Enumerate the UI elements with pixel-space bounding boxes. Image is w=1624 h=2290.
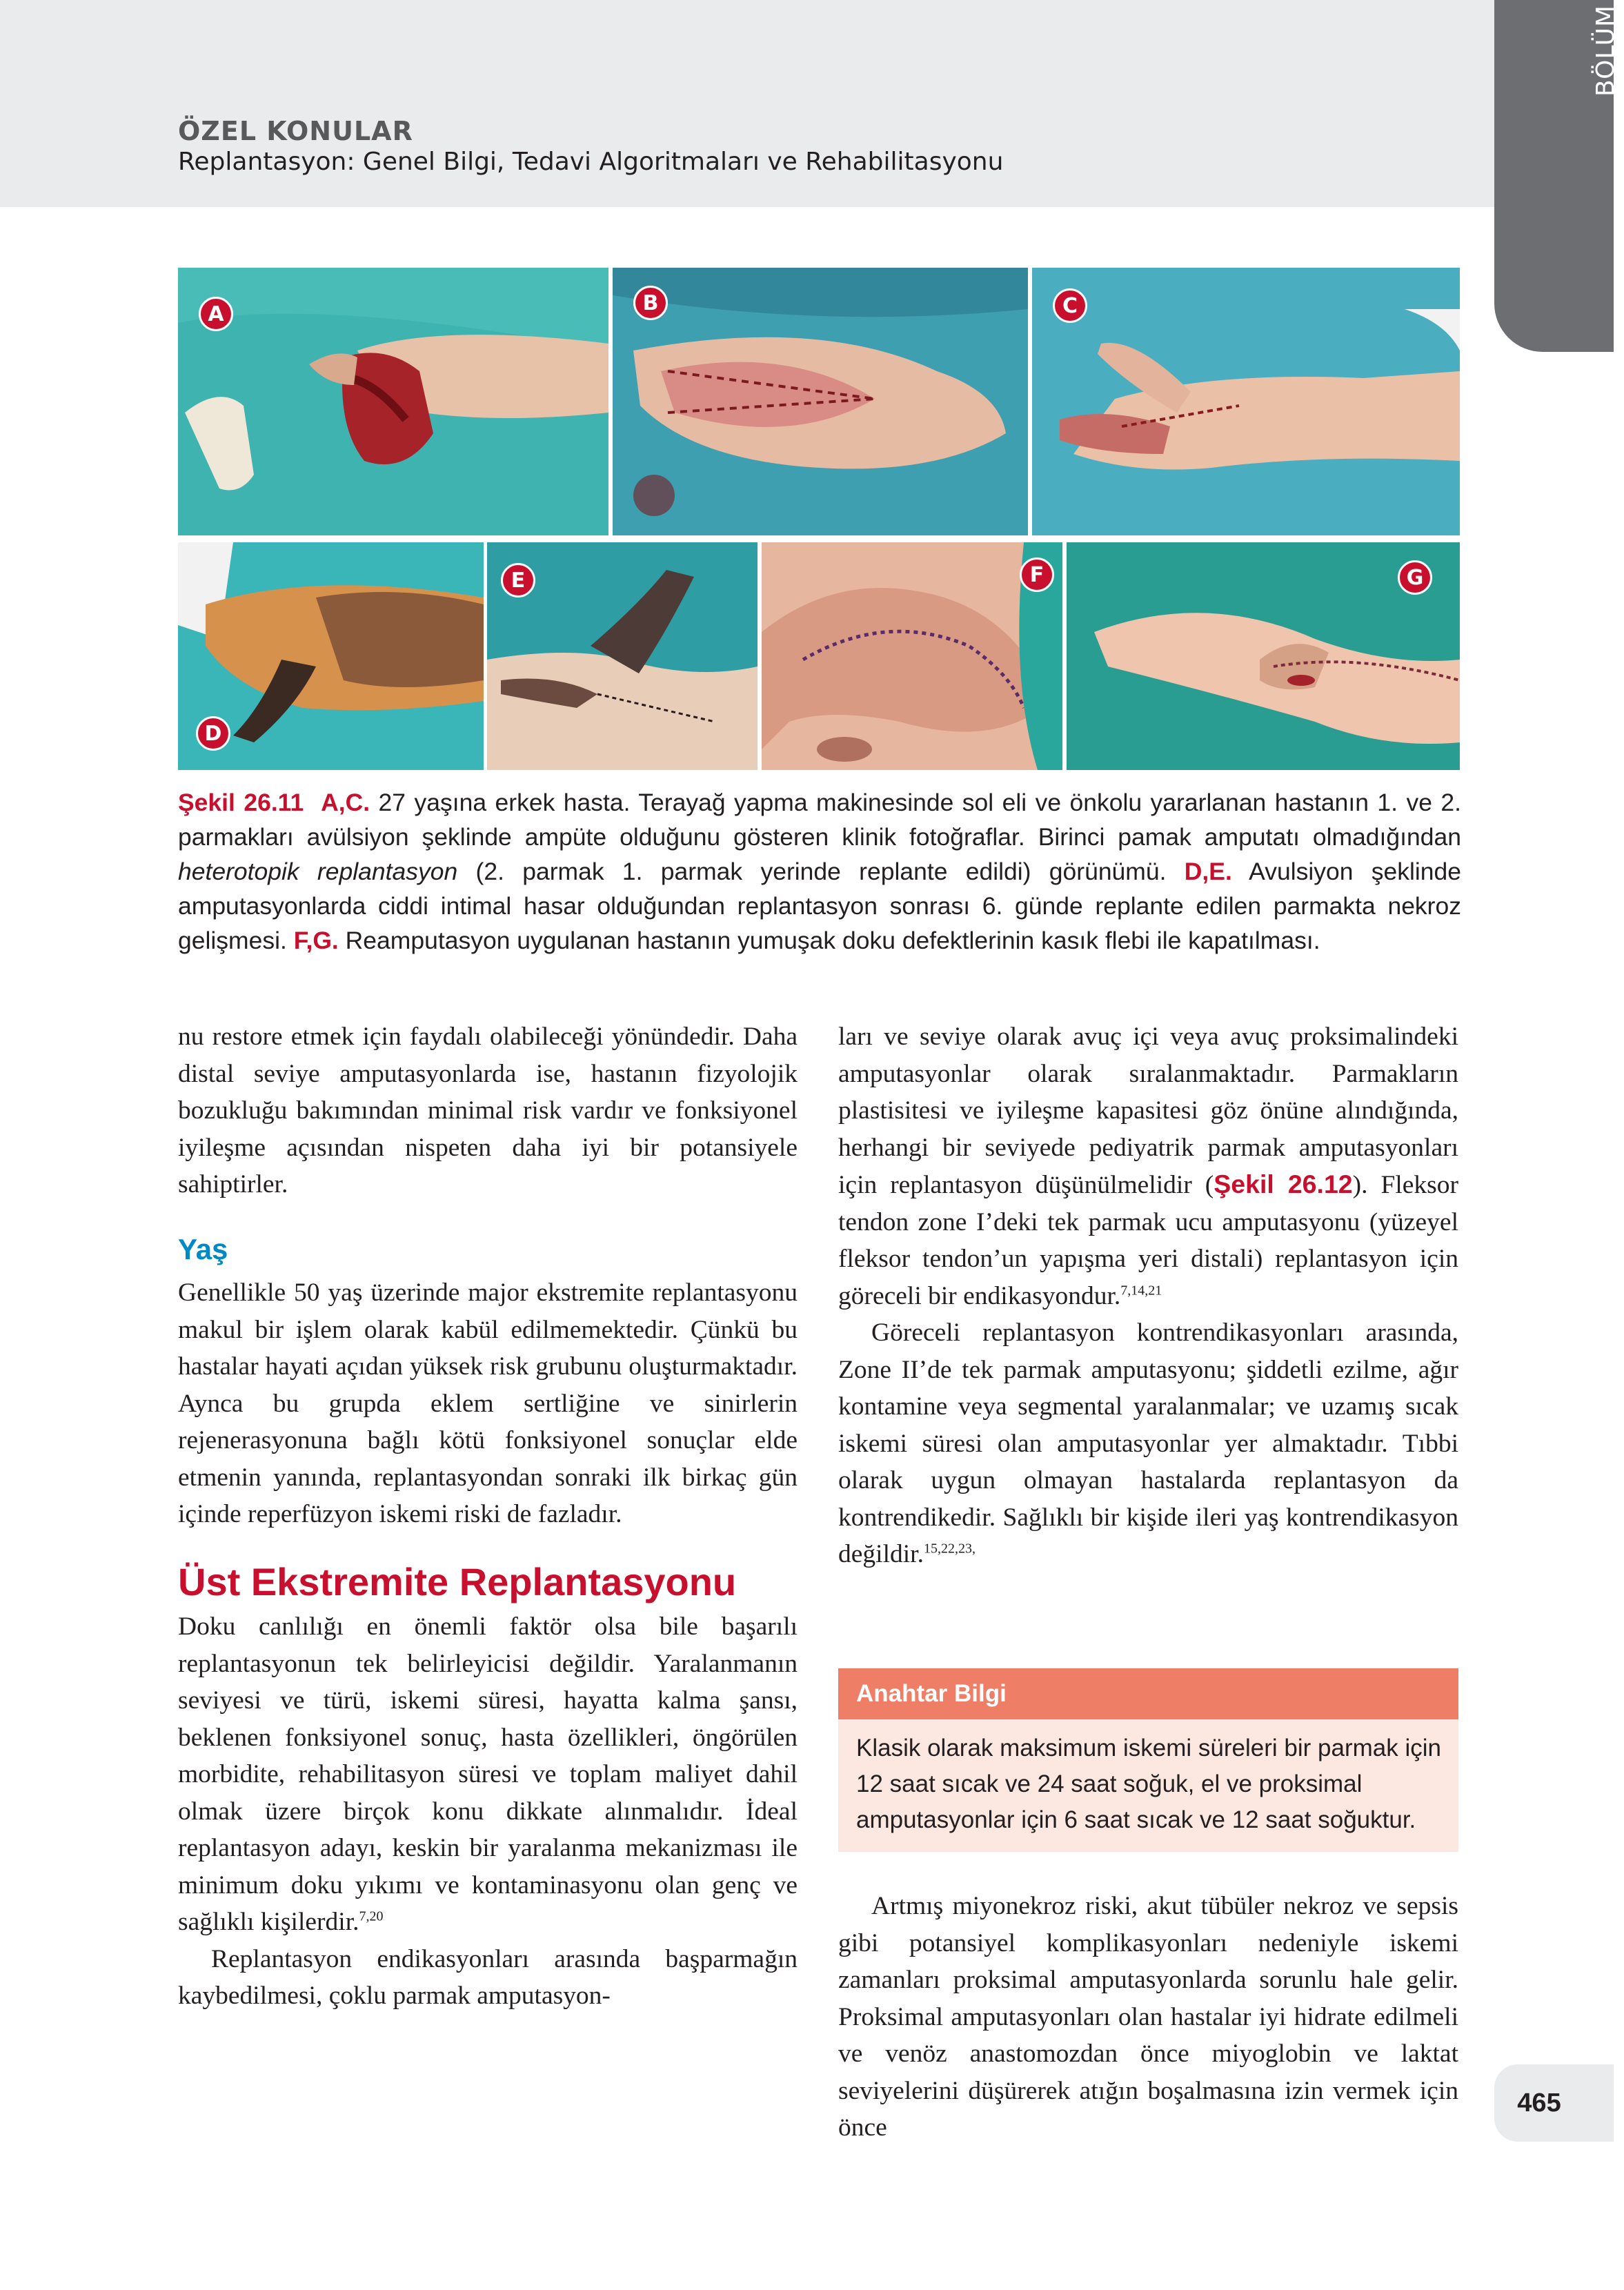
citation: 7,20: [359, 1908, 384, 1924]
photo-panel-e: [487, 542, 757, 770]
panel-label-g: G: [1398, 560, 1432, 595]
right-column-continued: [838, 1888, 1458, 2146]
photo-panel-c: [1032, 268, 1460, 535]
paragraph-text: Doku canlılığı en önemli faktör olsa bile başarılı replantasyonun tek belirleyicisi değildir. Yaralanmanın seviyesi ve türü, iskemi süresi, hayatta kalma şansı, beklenen fonksiyonel sonuç, hasta özellikleri, öngörülen morbidite, rehabilitasyon süresi ve toplam maliyet dahil olmak üzere birçok konu dikkate alınmalıdır. İdeal replantasyon adayı, keskin bir yaralanma mekanizması ile minimum doku yıkımı ve kontaminasyonu olan genç ve sağlıklı kişilerdir.: [178, 1612, 798, 1936]
paragraph: [838, 1018, 1458, 1314]
chapter-tab: [1494, 0, 1620, 352]
caption-text-fg: Reamputasyon uygulanan hastanın yumuşak doku defektlerinin kasık flebi ile kapatılması.: [338, 927, 1320, 954]
panel-label-b: B: [633, 286, 668, 320]
paragraph: Replantasyon endikasyonları arasında başparmağın kaybedilmesi, çoklu parmak amputasyon-: [178, 1944, 798, 2010]
section-label: ÖZEL KONULAR: [178, 116, 413, 146]
page-number: 465: [1517, 2088, 1561, 2118]
photo-panel-d: [178, 542, 484, 770]
left-column: [178, 1018, 798, 2015]
panel-label-e: E: [501, 563, 535, 598]
paragraph: Artmış miyonekroz riski, akut tübüler nekroz ve sepsis gibi potansiyel komplikasyonları nedeniyle iskemi zamanları proksimal amputasyonlarda sorunlu hale gelir. Proksimal amputasyonları olan hastalar iyi hidrate edilmeli ve venöz anastomozdan önce miyoglobin ve laktat seviyelerini düşürerek atığın boşalmasına izin vermek için önce: [838, 1892, 1458, 2142]
paragraph-text: ). Fleksor tendon zone I’deki tek parmak ucu amputasyonu (yüzeyel fleksor tendon’un yapışma yeri distali) replantasyon için göreceli bir endikasyondur.: [838, 1171, 1458, 1310]
heading-ust-ekstremite: Üst Ekstremite Replantasyonu: [178, 1559, 737, 1603]
key-info-title: Anahtar Bilgi: [838, 1668, 1458, 1719]
caption-label-ac: A,C.: [321, 789, 370, 816]
citation: 15,22,23,: [923, 1541, 976, 1557]
caption-text-de: Avulsiyon şeklinde amputasyonlarda ciddi intimal hasar olduğundan replantasyon sonrası 6. günde replante edilen parmakta nekroz gelişmesi.: [178, 858, 1461, 954]
chapter-label: [1576, 0, 1624, 97]
panel-label-f: F: [1020, 557, 1054, 592]
paragraph: nu restore etmek için faydalı olabileceği yönündedir. Daha distal seviye amputasyonlarda ise, hastanın fizyolojik bozukluğu bakımından minimal risk vardır ve fonksiyonel iyileşme açısından nispeten daha iyi bir potansiyele sahiptirler.: [178, 1023, 798, 1198]
photo-panel-f: [762, 542, 1062, 770]
right-column: [838, 1018, 1458, 1573]
paragraph-text: Göreceli replantasyon kontrendikasyonları arasında, Zone II’de tek parmak amputasyonu; şiddetli ezilme, ağır kontamine veya segmental yaralanmalar; ve uzamış sıcak iskemi süresi olan amputasyonlar yer almaktadır. Tıbbi olarak uygun olmayan hastalarda replantasyon da kontrendikedir. Sağlıklı bir kişide ileri yaş kontrendikasyon değildir.: [838, 1319, 1458, 1568]
key-info-box: [838, 1668, 1458, 1852]
paragraph: [838, 1314, 1458, 1573]
caption-text-ac: 27 yaşına erkek hasta. Terayağ yapma makinesinde sol eli ve önkolu yararlanan hastanın 1. ve 2. parmakları avülsiyon şeklinde ampüte olduğunu gösteren klinik fotoğraflar. Birinci pamak amputatı olmadığından: [178, 789, 1461, 851]
panel-label-a: A: [199, 297, 233, 331]
panel-label-c: C: [1053, 288, 1087, 323]
figure-caption: [178, 785, 1461, 958]
caption-label-de: D,E.: [1184, 858, 1232, 885]
section-title: Replantasyon: Genel Bilgi, Tedavi Algoritmaları ve Rehabilitasyonu: [178, 148, 1004, 176]
caption-italic-term: heterotopik replantasyon: [178, 858, 458, 885]
photo-panel-g: [1067, 542, 1460, 770]
paragraph-text: ları ve seviye olarak avuç içi veya avuç proksimalindeki amputasyonlar olarak sıralanmaktadır. Parmakların plastisitesi ve iyileşme kapasitesi göz önüne alındığında, herhangi bir seviyede pediyatrik parmak amputasyonları için replantasyon düşünülmelidir (: [838, 1023, 1458, 1199]
figure-ref: Şekil 26.11: [178, 789, 304, 816]
key-info-body: Klasik olarak maksimum iskemi süreleri bir parmak için 12 saat sıcak ve 24 saat soğuk, el ve proksimal amputasyonlar için 6 saat sıcak ve 12 saat soğuktur.: [856, 1735, 1441, 1833]
photo-panel-b: [613, 268, 1028, 535]
chapter-word: BÖLÜM: [1592, 4, 1620, 97]
page-number-tab: [1494, 2064, 1614, 2142]
header-band: [0, 0, 1614, 207]
heading-yas: Yaş: [178, 1232, 228, 1265]
caption-label-fg: F,G.: [293, 927, 339, 954]
paragraph: [178, 1608, 798, 1941]
panel-label-d: D: [196, 716, 230, 751]
paragraph: Genellikle 50 yaş üzerinde major ekstremite replantasyonu makul bir işlem olarak kabül edilmemektedir. Çünkü bu hastalar hayati açıdan yüksek risk grubunu oluşturmaktadır. Aynca bu grupda eklem sertliğine ve sinirlerin rejenerasyonuna bağlı kötü fonksiyonel sonuçlar elde etmenin yanında, replantasyondan sonraki ilk birkaç gün içinde reperfüzyon iskemi riski de fazladır.: [178, 1279, 798, 1528]
figure-cross-reference[interactable]: Şekil 26.12: [1214, 1169, 1353, 1198]
citation: 7,14,21: [1120, 1283, 1162, 1298]
photo-panel-a: [178, 268, 608, 535]
caption-text-ac-tail: (2. parmak 1. parmak yerinde replante edildi) görünümü.: [457, 858, 1185, 885]
